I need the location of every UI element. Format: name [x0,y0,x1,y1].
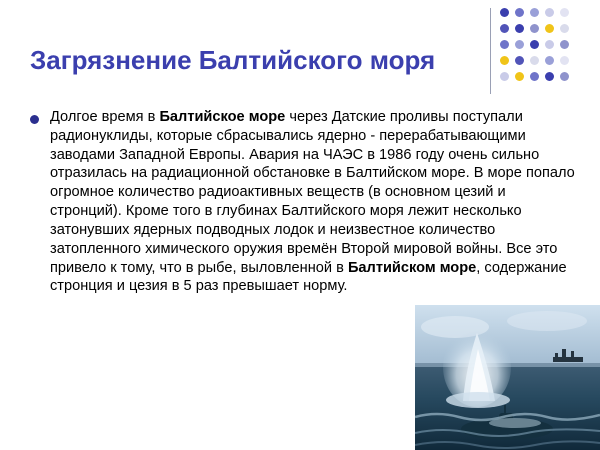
dot-grid-decoration [500,8,586,94]
decor-dot [530,8,539,17]
decor-dot [515,72,524,81]
bullet-dot-icon [30,115,39,124]
decor-dot [515,24,524,33]
decor-dot [515,40,524,49]
decor-dot [530,24,539,33]
decor-dot [545,72,554,81]
decor-dot [500,8,509,17]
decor-dot [500,72,509,81]
body-text-run: через Датские проливы поступали радионуклиды, которые сбрасывались ядерно - перерабатывающими заводами Западной Европы. Авария на ЧАЭС в 1986 году очень сильно отразилась на радиационной обстановке в Балтийском море. В море попало огромное количество радиоактивных веществ (в основном цезий и стронций). Кроме того в глубинах Балтийского моря лежит несколько затонувших ядерных подводных лодок и неизвестное количество затопленного химического оружия времён Второй мировой войны. Все это привело к тому, что в рыбе, выловленной в [50,109,575,276]
body-text-run: , содержание стронция и цезия в 5 раз превышает норму. [50,259,567,295]
body-text-run: Долгое время в [50,109,160,125]
decor-dot [500,56,509,65]
painting-canvas [415,305,600,450]
decor-dot [530,56,539,65]
body-text-emphasis: Балтийском море [347,259,477,276]
decor-dot [545,56,554,65]
body-text [50,108,575,296]
decor-dot [515,8,524,17]
decor-dot [530,72,539,81]
decor-dot [560,72,569,81]
decor-dot [545,8,554,17]
decor-dot [500,40,509,49]
decor-dot [530,40,539,49]
decor-dot [500,24,509,33]
decor-dot [545,40,554,49]
decor-dot [560,8,569,17]
decor-dot [515,56,524,65]
body-bullet-block [30,108,575,296]
decor-dot [560,24,569,33]
decor-dot [560,40,569,49]
decor-dot [560,56,569,65]
slide-title: Загрязнение Балтийского моря [30,45,436,75]
submarine-explosion-painting [415,305,600,450]
body-text-emphasis: Балтийское море [159,109,286,125]
decor-dot [545,24,554,33]
